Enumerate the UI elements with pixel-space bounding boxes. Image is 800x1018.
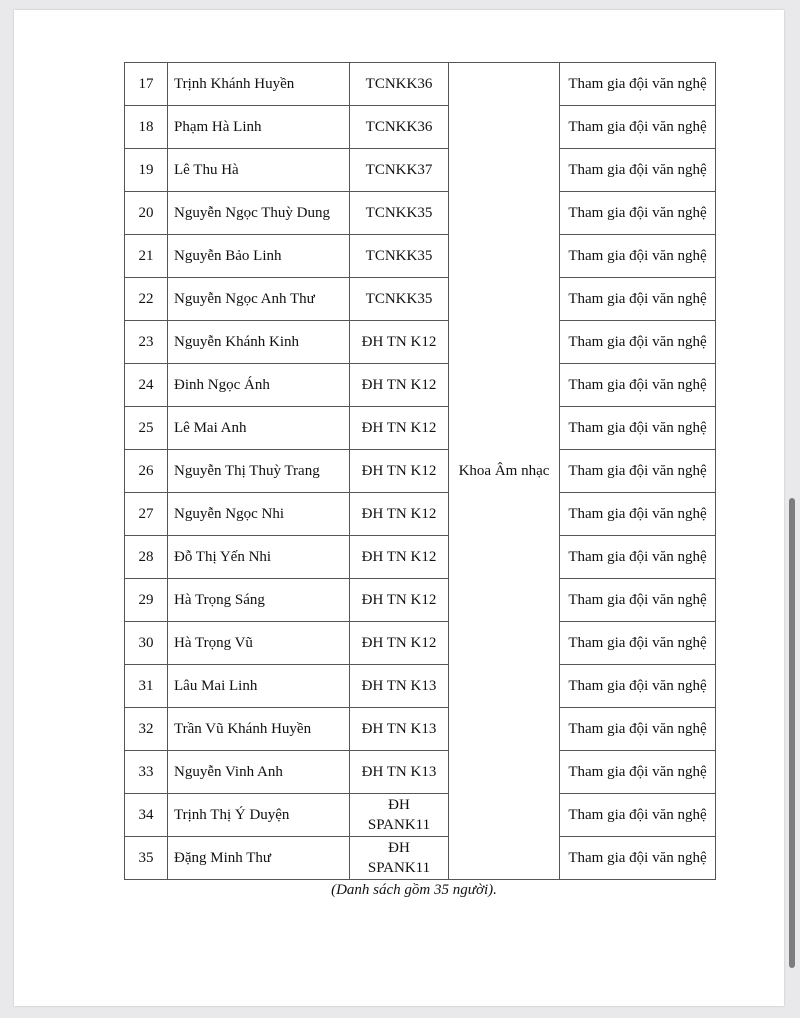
row-number: 29 — [125, 579, 168, 622]
table-row — [125, 837, 716, 880]
member-class — [350, 837, 449, 880]
member-class — [350, 751, 449, 794]
table-row — [125, 63, 716, 106]
participation-note: Tham gia đội văn nghệ — [560, 321, 716, 364]
member-name: Nguyễn Khánh Kinh — [168, 321, 350, 364]
table-row — [125, 407, 716, 450]
table-row — [125, 794, 716, 837]
participation-note: Tham gia đội văn nghệ — [560, 450, 716, 493]
participation-note: Tham gia đội văn nghệ — [560, 278, 716, 321]
participation-note: Tham gia đội văn nghệ — [560, 407, 716, 450]
member-class — [350, 450, 449, 493]
member-class — [350, 63, 449, 106]
member-class-line1: ĐH TN K12 — [361, 549, 437, 565]
table-row — [125, 450, 716, 493]
member-table — [124, 62, 716, 880]
member-name: Lê Thu Hà — [168, 149, 350, 192]
member-class — [350, 794, 449, 837]
member-name: Đặng Minh Thư — [168, 837, 350, 880]
member-name: Nguyễn Ngọc Anh Thư — [168, 278, 350, 321]
member-class-line1: ĐH TN K12 — [361, 420, 437, 436]
unit-cell: Khoa Âm nhạc — [449, 63, 560, 880]
member-name: Lê Mai Anh — [168, 407, 350, 450]
row-number: 17 — [125, 63, 168, 106]
participation-note: Tham gia đội văn nghệ — [560, 63, 716, 106]
row-number: 24 — [125, 364, 168, 407]
member-class-line1: ĐH TN K13 — [361, 764, 437, 780]
member-name: Trịnh Thị Ý Duyện — [168, 794, 350, 837]
member-class — [350, 321, 449, 364]
participation-note: Tham gia đội văn nghệ — [560, 235, 716, 278]
member-class-line1: ĐH — [388, 797, 410, 813]
row-number: 35 — [125, 837, 168, 880]
member-class — [350, 493, 449, 536]
member-class — [350, 665, 449, 708]
table-row — [125, 579, 716, 622]
participation-note: Tham gia đội văn nghệ — [560, 751, 716, 794]
document-page — [14, 10, 784, 1006]
member-class — [350, 364, 449, 407]
row-number: 19 — [125, 149, 168, 192]
member-name: Nguyễn Ngọc Nhi — [168, 493, 350, 536]
table-row — [125, 364, 716, 407]
participation-note: Tham gia đội văn nghệ — [560, 579, 716, 622]
member-class — [350, 235, 449, 278]
list-caption: (Danh sách gồm 35 người). — [331, 882, 497, 898]
member-class — [350, 622, 449, 665]
table-row — [125, 751, 716, 794]
member-name: Nguyễn Ngọc Thuỳ Dung — [168, 192, 350, 235]
member-class-line1: ĐH TN K12 — [361, 463, 437, 479]
member-class-line1: ĐH TN K12 — [361, 334, 437, 350]
member-name: Trịnh Khánh Huyền — [168, 63, 350, 106]
member-class-line2: SPANK11 — [367, 860, 431, 876]
row-number: 20 — [125, 192, 168, 235]
row-number: 34 — [125, 794, 168, 837]
member-class-line1: ĐH TN K12 — [361, 592, 437, 608]
member-class-line1: ĐH — [388, 840, 410, 856]
table-row — [125, 493, 716, 536]
table-row — [125, 708, 716, 751]
member-name: Đinh Ngọc Ánh — [168, 364, 350, 407]
row-number: 22 — [125, 278, 168, 321]
member-class-line1: TCNKK35 — [365, 248, 433, 264]
table-row — [125, 149, 716, 192]
participation-note: Tham gia đội văn nghệ — [560, 794, 716, 837]
row-number: 25 — [125, 407, 168, 450]
member-class — [350, 149, 449, 192]
table-row — [125, 106, 716, 149]
member-name: Nguyễn Thị Thuỳ Trang — [168, 450, 350, 493]
member-class-line2: SPANK11 — [367, 817, 431, 833]
table-row — [125, 665, 716, 708]
member-class-line1: TCNKK35 — [365, 291, 433, 307]
member-name: Lâu Mai Linh — [168, 665, 350, 708]
member-class-line1: ĐH TN K12 — [361, 377, 437, 393]
member-class-line1: TCNKK36 — [365, 76, 433, 92]
member-class-line1: TCNKK36 — [365, 119, 433, 135]
table-row — [125, 321, 716, 364]
row-number: 26 — [125, 450, 168, 493]
table-row — [125, 622, 716, 665]
table-row — [125, 536, 716, 579]
member-table-body — [125, 63, 716, 880]
table-row — [125, 235, 716, 278]
member-class — [350, 708, 449, 751]
table-row — [125, 278, 716, 321]
member-name: Trần Vũ Khánh Huyền — [168, 708, 350, 751]
row-number: 30 — [125, 622, 168, 665]
participation-note: Tham gia đội văn nghệ — [560, 536, 716, 579]
participation-note: Tham gia đội văn nghệ — [560, 192, 716, 235]
row-number: 18 — [125, 106, 168, 149]
member-name: Phạm Hà Linh — [168, 106, 350, 149]
row-number: 32 — [125, 708, 168, 751]
member-name: Hà Trọng Sáng — [168, 579, 350, 622]
member-class-line1: ĐH TN K12 — [361, 635, 437, 651]
table-row — [125, 192, 716, 235]
participation-note: Tham gia đội văn nghệ — [560, 106, 716, 149]
member-class-line1: ĐH TN K13 — [361, 678, 437, 694]
member-class — [350, 106, 449, 149]
member-class-line1: ĐH TN K13 — [361, 721, 437, 737]
member-class-line1: ĐH TN K12 — [361, 506, 437, 522]
participation-note: Tham gia đội văn nghệ — [560, 837, 716, 880]
participation-note: Tham gia đội văn nghệ — [560, 665, 716, 708]
participation-note: Tham gia đội văn nghệ — [560, 493, 716, 536]
vertical-scrollbar[interactable] — [789, 498, 795, 968]
member-class — [350, 278, 449, 321]
member-name: Nguyễn Vinh Anh — [168, 751, 350, 794]
member-class-line1: TCNKK37 — [365, 162, 433, 178]
participation-note: Tham gia đội văn nghệ — [560, 364, 716, 407]
member-class — [350, 579, 449, 622]
row-number: 27 — [125, 493, 168, 536]
participation-note: Tham gia đội văn nghệ — [560, 149, 716, 192]
row-number: 31 — [125, 665, 168, 708]
member-name: Nguyễn Bảo Linh — [168, 235, 350, 278]
row-number: 23 — [125, 321, 168, 364]
row-number: 28 — [125, 536, 168, 579]
member-class-line1: TCNKK35 — [365, 205, 433, 221]
member-name: Đỗ Thị Yến Nhi — [168, 536, 350, 579]
participation-note: Tham gia đội văn nghệ — [560, 708, 716, 751]
member-name: Hà Trọng Vũ — [168, 622, 350, 665]
row-number: 33 — [125, 751, 168, 794]
member-class — [350, 536, 449, 579]
participation-note: Tham gia đội văn nghệ — [560, 622, 716, 665]
member-class — [350, 192, 449, 235]
row-number: 21 — [125, 235, 168, 278]
member-class — [350, 407, 449, 450]
